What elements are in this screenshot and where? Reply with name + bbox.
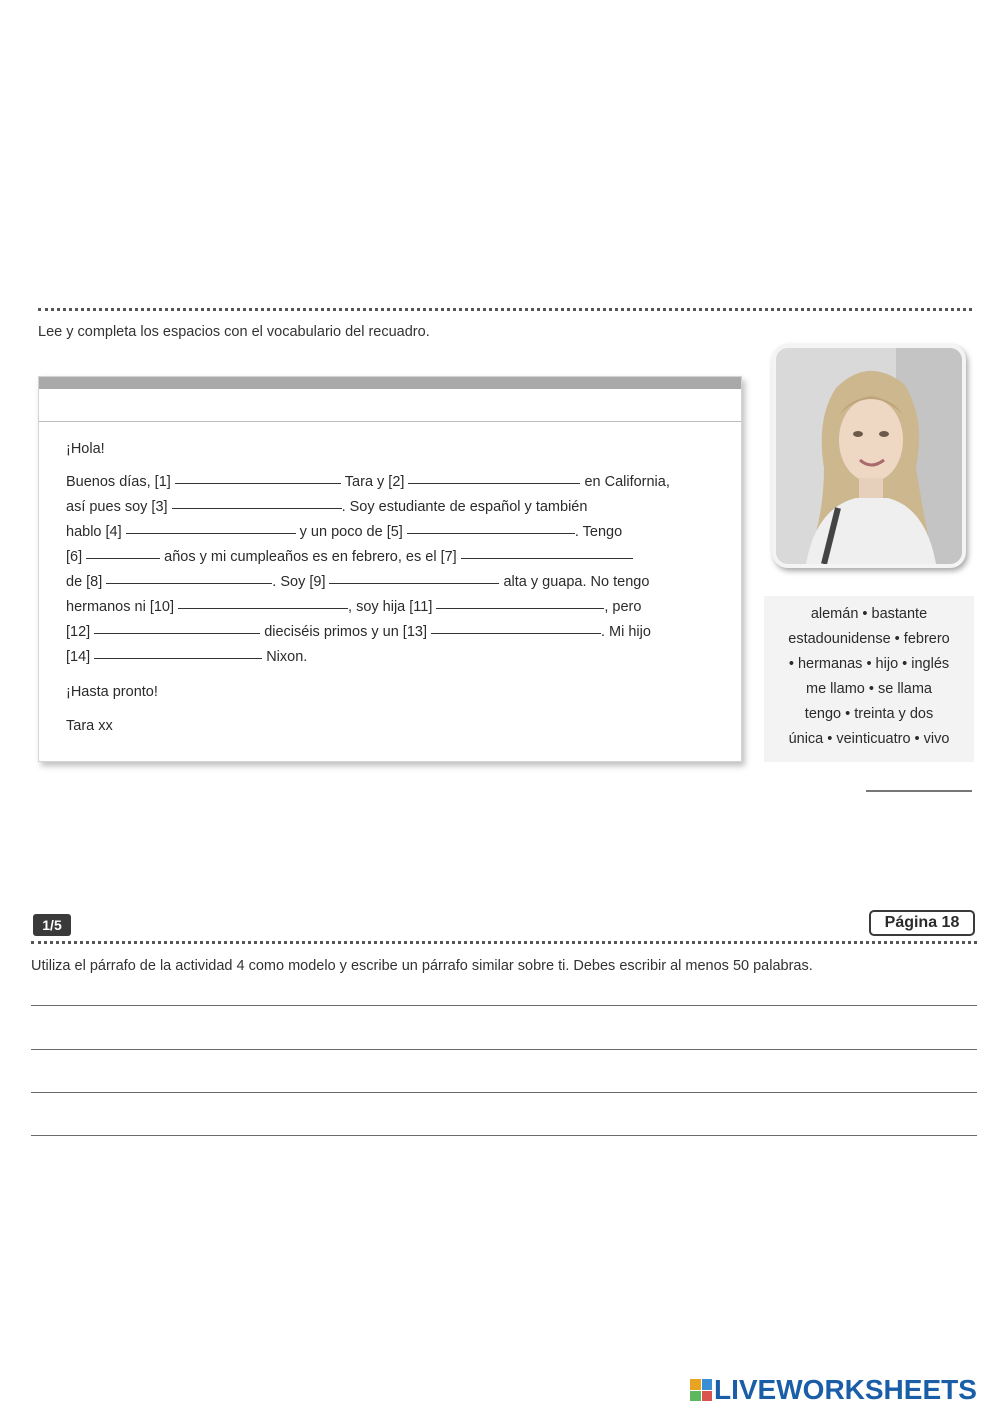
blank-2[interactable] xyxy=(408,482,580,484)
woman-portrait-illustration xyxy=(776,348,962,564)
blank-1[interactable] xyxy=(175,482,341,484)
logo-text: LIVEWORKSHEETS xyxy=(714,1374,977,1405)
portrait-photo xyxy=(772,344,966,568)
vocab-line: me llamo • se llama xyxy=(806,681,932,697)
blank-4[interactable] xyxy=(126,532,296,534)
activity4-instruction: Lee y completa los espacios con el vocabulario del recuadro. xyxy=(38,324,430,340)
liveworksheets-logo xyxy=(690,1372,977,1408)
logo-grid-icon xyxy=(690,1379,712,1401)
vocabulary-box xyxy=(764,596,974,762)
blank-8[interactable] xyxy=(106,582,272,584)
letter-line-8: [14] Nixon. xyxy=(66,649,308,665)
vocab-line: única • veinticuatro • vivo xyxy=(788,731,950,747)
vocab-line: tengo • treinta y dos xyxy=(804,706,934,722)
dotted-separator-bottom xyxy=(31,941,977,944)
letter-line-3: hablo [4] y un poco de [5] . Tengo xyxy=(66,524,623,540)
writing-line[interactable] xyxy=(31,1005,977,1006)
vocab-line: estadounidense • febrero xyxy=(788,631,950,647)
divider-short xyxy=(866,790,972,792)
letter-greeting: ¡Hola! xyxy=(66,441,105,457)
letter-line-4: [6] años y mi cumpleaños es en febrero, es el [7] xyxy=(66,549,637,565)
letter-line-5: de [8] . Soy [9] alta y guapa. No tengo xyxy=(66,574,650,590)
blank-7[interactable] xyxy=(461,557,633,559)
blank-3[interactable] xyxy=(172,507,342,509)
letter-line-2: así pues soy [3] . Soy estudiante de español y también xyxy=(66,499,588,515)
vocab-line: alemán • bastante xyxy=(810,606,928,622)
blank-6[interactable] xyxy=(86,557,160,559)
writing-line[interactable] xyxy=(31,1092,977,1093)
blank-10[interactable] xyxy=(178,607,348,609)
letter-subject-area xyxy=(39,389,741,422)
letter-line-7: [12] dieciséis primos y un [13] . Mi hijo xyxy=(66,624,651,640)
page-reference: Página 18 xyxy=(869,910,975,936)
blank-14[interactable] xyxy=(94,657,262,659)
letter-signature: Tara xx xyxy=(66,718,113,734)
letter-line-6: hermanos ni [10] , soy hija [11] , pero xyxy=(66,599,642,615)
blank-5[interactable] xyxy=(407,532,575,534)
dotted-separator-top xyxy=(38,308,972,311)
blank-9[interactable] xyxy=(329,582,499,584)
writing-line[interactable] xyxy=(31,1049,977,1050)
letter-box xyxy=(38,376,742,762)
writing-line[interactable] xyxy=(31,1135,977,1136)
vocab-line: • hermanas • hijo • inglés xyxy=(788,656,950,672)
activity-badge: 1/5 xyxy=(33,914,71,936)
letter-closing: ¡Hasta pronto! xyxy=(66,684,158,700)
blank-11[interactable] xyxy=(436,607,604,609)
activity5-instruction: Utiliza el párrafo de la actividad 4 como modelo y escribe un párrafo similar sobre ti. Debes escribir al menos 50 palabras. xyxy=(31,958,813,974)
blank-12[interactable] xyxy=(94,632,260,634)
letter-header-bar xyxy=(39,377,741,389)
blank-13[interactable] xyxy=(431,632,601,634)
letter-line-1: Buenos días, [1] Tara y [2] en California, xyxy=(66,474,670,490)
